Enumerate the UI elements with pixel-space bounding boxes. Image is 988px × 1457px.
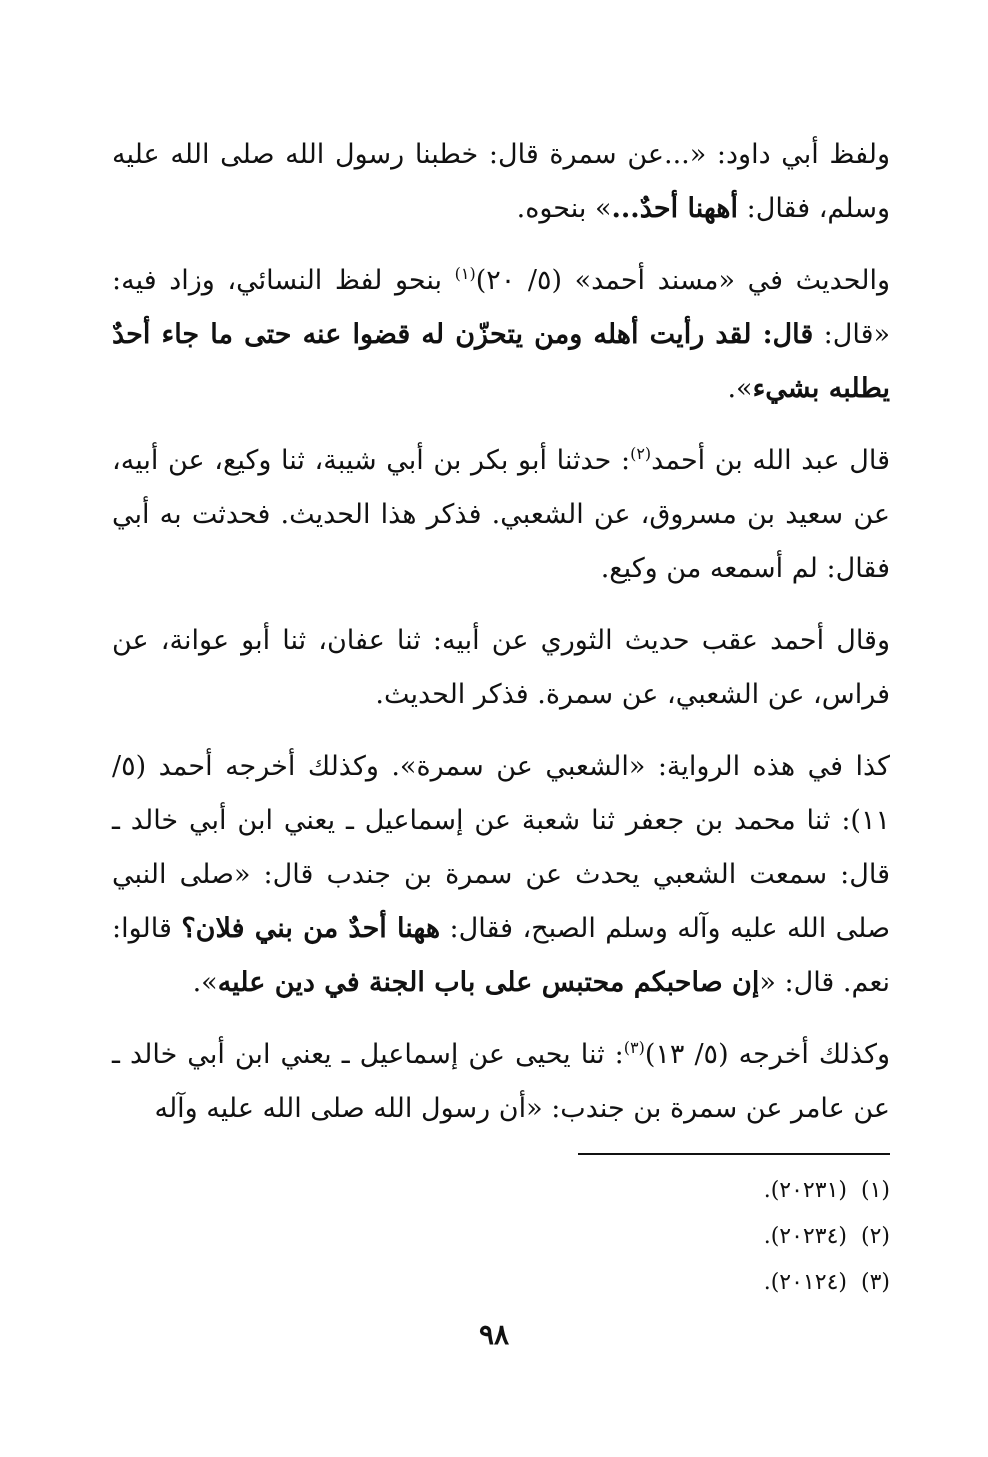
footnote-2-text: (٢٠٢٣٤). — [763, 1224, 847, 1249]
footnote-marker-1: (١) — [454, 264, 476, 283]
footnote-divider — [578, 1153, 890, 1155]
footnote-1-text: (٢٠٢٣١). — [763, 1178, 847, 1203]
footnote-2-number: (٢) — [860, 1224, 890, 1249]
paragraph-1 — [112, 128, 890, 236]
paragraph-4-text: وقال أحمد عقب حديث الثوري عن أبيه: ثنا عفان، ثنا أبو عوانة، عن فراس، عن الشعبي، عن سمرة. فذكر الحديث. — [112, 625, 890, 710]
page-body — [112, 128, 890, 1154]
paragraph-6-text: وكذلك أخرجه (٥/ ١٣) — [644, 1039, 890, 1070]
footnote-3 — [764, 1260, 890, 1306]
footnote-1-number: (١) — [860, 1178, 890, 1203]
paragraph-5-text: كذا في هذه الرواية: «الشعبي عن سمرة». وكذلك أخرجه أحمد (٥/ ١١): ثنا محمد بن جعفر ثنا شعبة عن إسماعيل ـ يعني ابن أبي خالد ـ قال: سمعت الشعبي يحدث عن سمرة بن جندب قال: «صلى النبي صلى الله عليه وآله وسلم الصبح، فقال: — [112, 751, 890, 944]
paragraph-2 — [112, 254, 890, 416]
paragraph-6-text-end: : ثنا يحيى عن إسماعيل ـ يعني ابن أبي خالد ـ عن عامر عن سمرة بن جندب: «أن رسول الله صلى الله عليه وآله — [112, 1039, 890, 1124]
footnote-2 — [764, 1214, 890, 1260]
paragraph-1-bold: أههنا أحدٌ... — [611, 193, 739, 224]
paragraph-2-bold: قال: لقد رأيت أهله ومن يتحزّن له قضوا عنه حتى ما جاء أحدٌ يطلبه بشيء — [112, 319, 890, 404]
paragraph-6 — [112, 1028, 890, 1136]
paragraph-5-text-end: ». — [192, 967, 218, 998]
footnote-1 — [764, 1168, 890, 1214]
paragraph-2-text: والحديث في «مسند أحمد» (٥/ ٢٠) — [475, 265, 890, 296]
paragraph-3-text: قال عبد الله بن أحمد — [651, 445, 890, 476]
paragraph-5-text-mid: قالوا: نعم. قال: « — [112, 913, 890, 998]
paragraph-2-text-mid: بنحو لفظ النسائي، وزاد فيه: «قال: — [112, 265, 890, 350]
paragraph-1-text-end: » بنحوه. — [516, 193, 612, 224]
page-number: ٩٨ — [478, 1318, 510, 1351]
footnotes — [764, 1168, 890, 1306]
paragraph-5-bold: ههنا أحدٌ من بني فلان؟ — [181, 913, 441, 944]
footnote-marker-3: (٣) — [623, 1038, 645, 1057]
footnote-3-number: (٣) — [860, 1270, 890, 1295]
paragraph-1-text: ولفظ أبي داود: «...عن سمرة قال: خطبنا رسول الله صلى الله عليه وسلم، فقال: — [112, 139, 890, 224]
paragraph-3 — [112, 434, 890, 596]
paragraph-2-text-end: ». — [727, 373, 753, 404]
paragraph-3-text-end: : حدثنا أبو بكر بن أبي شيبة، ثنا وكيع، عن أبيه، عن سعيد بن مسروق، عن الشعبي. فذكر هذا الحديث. فحدثت به أبي فقال: لم أسمعه من وكيع. — [112, 445, 890, 584]
paragraph-5 — [112, 740, 890, 1010]
paragraph-5-bold-2: إن صاحبكم محتبس على باب الجنة في دين عليه — [217, 967, 760, 998]
footnote-3-text: (٢٠١٢٤). — [763, 1270, 847, 1295]
paragraph-4 — [112, 614, 890, 722]
footnote-marker-2: (٢) — [630, 444, 652, 463]
